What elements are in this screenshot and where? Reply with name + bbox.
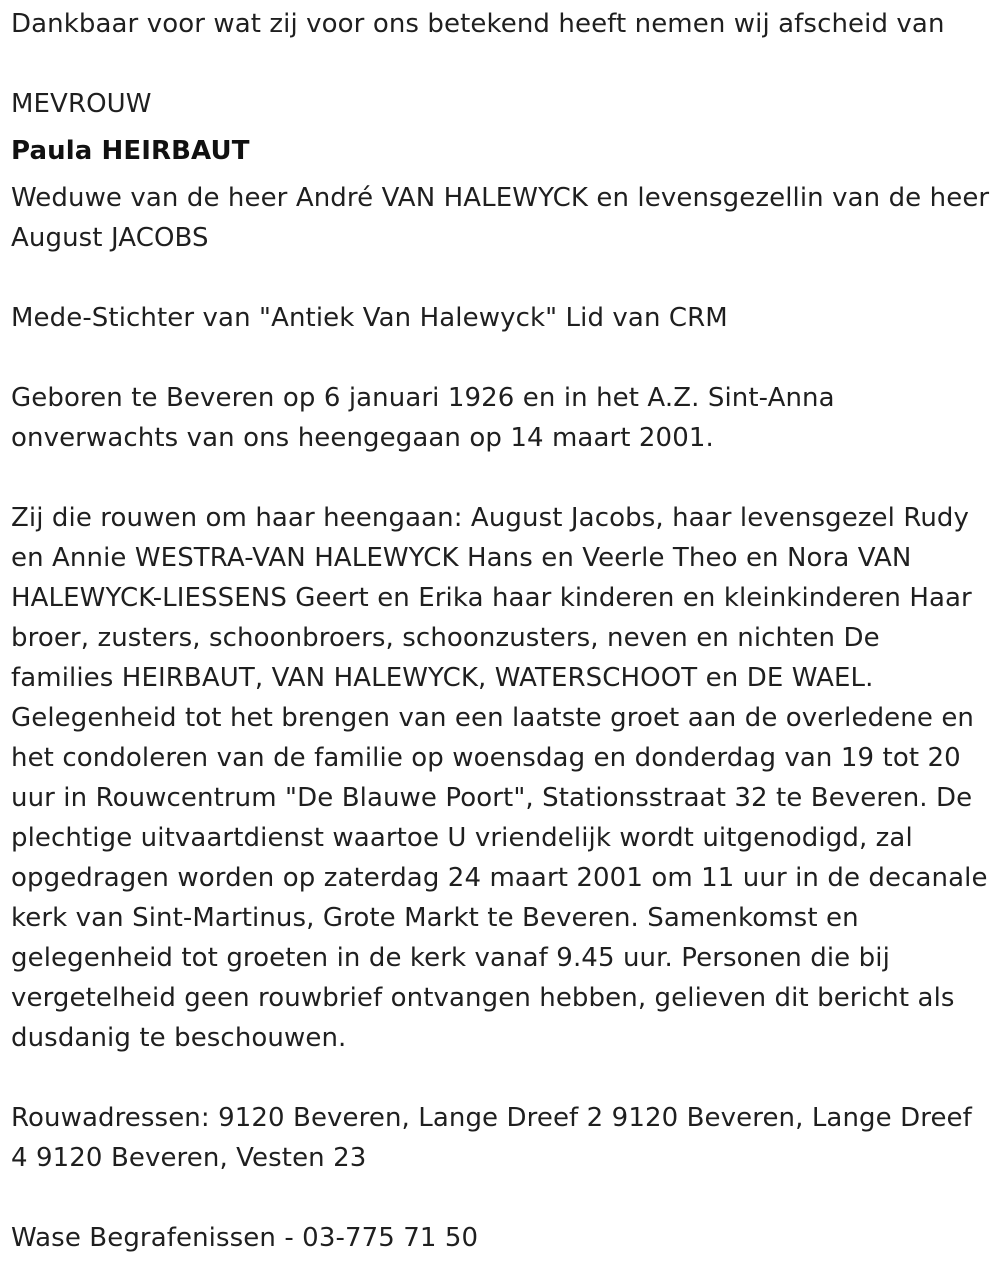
widow-text: Weduwe van de heer André VAN HALEWYCK en levensgezellin van de heer August JACOBS (11, 183, 990, 253)
deceased-name: Paula HEIRBAUT (11, 136, 250, 166)
mourners-service-text: Zij die rouwen om haar heengaan: August Jacobs, haar levensgezel Rudy en Annie WESTRA-VAN HALEWYCK Hans en Veerle Theo en Nora VAN HALEWYCK-LIESSENS Geert en Erika haar kinderen en kleinkinderen Haar broer, zusters, schoonbroers, schoonzusters, neven en nichten De families HEIRBAUT, VAN HALEWYCK, WATERSCHOOT en DE WAEL. Gelegenheid tot het brengen van een laatste groet aan de overledene en het condoleren van de familie op woensdag en donderdag van 19 tot 20 uur in Rouwcentrum "De Blauwe Poort", Stationsstraat 32 te Beveren. De plechtige uitvaartdienst waartoe U vriendelijk wordt uitgenodigd, zal opgedragen worden op zaterdag 24 maart 2001 om 11 uur in de decanale kerk van Sint-Martinus, Grote Markt te Beveren. Samenkomst en gelegenheid tot groeten in de kerk vanaf 9.45 uur. Personen die bij vergetelheid geen rouwbrief ontvangen hebben, gelieven dit bericht als dusdanig te beschouwen. (11, 503, 988, 1053)
founder-text: Mede-Stichter van "Antiek Van Halewyck" Lid van CRM (11, 303, 728, 333)
intro-text: Dankbaar voor wat zij voor ons betekend heeft nemen wij afscheid van (11, 9, 945, 39)
addresses-text: Rouwadressen: 9120 Beveren, Lange Dreef 2 9120 Beveren, Lange Dreef 4 9120 Beveren, Vesten 23 (11, 1103, 972, 1173)
funeral-home: Wase Begrafenissen - 03-775 71 50 (11, 1223, 479, 1253)
birth-death-text: Geboren te Beveren op 6 januari 1926 en in het A.Z. Sint-Anna onverwachts van ons heengegaan op 14 maart 2001. (11, 383, 835, 453)
salutation: MEVROUW (11, 89, 152, 119)
